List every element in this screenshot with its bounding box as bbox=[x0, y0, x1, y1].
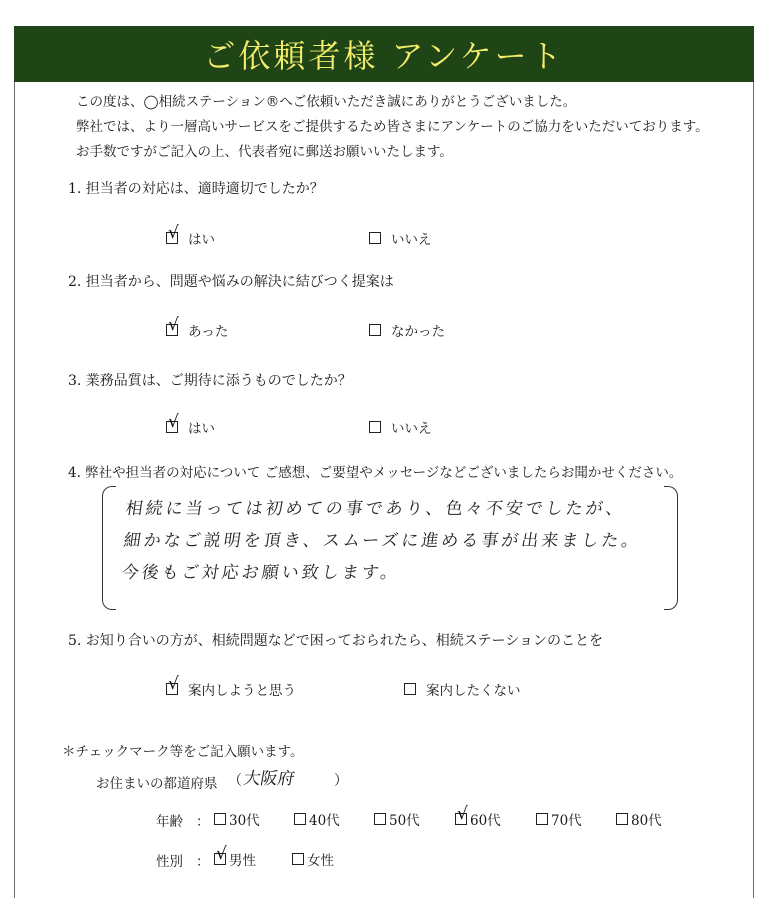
option-label: はい bbox=[188, 232, 215, 248]
left-bracket bbox=[102, 486, 116, 610]
option-label: 50代 bbox=[389, 813, 420, 829]
checkbox[interactable] bbox=[166, 315, 179, 336]
option-label: 60代 bbox=[470, 813, 501, 829]
option-label: 30代 bbox=[229, 813, 260, 829]
checkmark-note: ＊チェックマーク等をご記入願います。 bbox=[62, 744, 304, 760]
checkbox[interactable] bbox=[166, 223, 179, 244]
intro-line: お手数ですがご記入の上、代表者宛に郵送お願いいたします。 bbox=[76, 144, 453, 160]
gender-female[interactable] bbox=[292, 849, 334, 869]
gender-colon: ： bbox=[196, 854, 210, 870]
checkbox[interactable] bbox=[214, 813, 226, 825]
q2-option-no[interactable] bbox=[369, 320, 445, 340]
gender-label: 性別 bbox=[156, 854, 183, 870]
age-50s[interactable] bbox=[374, 809, 420, 829]
prefecture-close-paren: ） bbox=[334, 773, 348, 789]
intro-line: この度は、◯相続ステーション®へご依頼いただき誠にありがとうございました。 bbox=[76, 94, 577, 110]
check-mark-icon: √ bbox=[168, 674, 179, 694]
age-40s[interactable] bbox=[294, 809, 340, 829]
question-2: 2. 担当者から、問題や悩みの解決に結びつく提案は bbox=[68, 274, 394, 290]
checkbox[interactable] bbox=[369, 232, 381, 244]
checkbox[interactable] bbox=[214, 844, 227, 865]
checkbox[interactable] bbox=[374, 813, 386, 825]
q1-option-no[interactable] bbox=[369, 228, 432, 248]
option-label: 案内したくない bbox=[426, 683, 521, 699]
q5-option-yes[interactable] bbox=[166, 674, 296, 699]
checkbox[interactable] bbox=[455, 804, 468, 825]
age-70s[interactable] bbox=[536, 809, 582, 829]
option-label: 案内しようと思う bbox=[188, 683, 296, 699]
option-label: いいえ bbox=[391, 421, 432, 437]
check-mark-icon: √ bbox=[168, 223, 179, 243]
question-4: 4. 弊社や担当者の対応について ご感想、ご要望やメッセージなどございましたらお聞かせください。 bbox=[68, 465, 683, 481]
q2-option-yes[interactable] bbox=[166, 315, 229, 340]
question-1: 1. 担当者の対応は、適時適切でしたか？ bbox=[68, 181, 324, 197]
check-mark-icon: √ bbox=[457, 804, 468, 824]
q3-option-no[interactable] bbox=[369, 417, 432, 437]
prefecture-open-paren: （ bbox=[228, 773, 242, 789]
option-label: 男性 bbox=[229, 853, 256, 869]
title-banner bbox=[14, 26, 754, 82]
age-colon: ： bbox=[196, 814, 210, 830]
gender-male[interactable] bbox=[214, 844, 256, 869]
comment-line: 細かなご説明を頂き、スムーズに進める事が出来ました。 bbox=[122, 531, 643, 551]
option-label: はい bbox=[188, 421, 215, 437]
checkbox[interactable] bbox=[404, 683, 416, 695]
check-mark-icon: √ bbox=[168, 412, 179, 432]
prefecture-label: お住まいの都道府県 bbox=[96, 776, 218, 792]
option-label: あった bbox=[188, 324, 229, 340]
age-80s[interactable] bbox=[616, 809, 662, 829]
check-mark-icon: √ bbox=[168, 315, 179, 335]
option-label: 女性 bbox=[307, 853, 334, 869]
checkbox[interactable] bbox=[536, 813, 548, 825]
checkbox[interactable] bbox=[166, 674, 179, 695]
option-label: 70代 bbox=[551, 813, 582, 829]
age-30s[interactable] bbox=[214, 809, 260, 829]
checkbox[interactable] bbox=[292, 853, 304, 865]
question-5: 5. お知り合いの方が、相続問題などで困っておられたら、相続ステーションのことを bbox=[68, 633, 603, 649]
q1-option-yes[interactable] bbox=[166, 223, 215, 248]
question-3: 3. 業務品質は、ご期待に添うものでしたか？ bbox=[68, 373, 352, 389]
q5-option-no[interactable] bbox=[404, 679, 521, 699]
comment-line: 相続に当っては初めての事であり、色々不安でしたが、 bbox=[124, 499, 628, 519]
intro-text bbox=[76, 90, 736, 165]
option-label: 40代 bbox=[309, 813, 340, 829]
checkbox[interactable] bbox=[166, 412, 179, 433]
comment-line: 今後もご対応お願い致します。 bbox=[120, 563, 402, 583]
option-label: いいえ bbox=[391, 232, 432, 248]
age-label: 年齢 bbox=[156, 814, 183, 830]
check-mark-icon: √ bbox=[216, 844, 227, 864]
option-label: 80代 bbox=[631, 813, 662, 829]
checkbox[interactable] bbox=[616, 813, 628, 825]
option-label: なかった bbox=[391, 324, 445, 340]
age-60s[interactable] bbox=[455, 804, 501, 829]
page-title: ご依頼者様 アンケート bbox=[203, 37, 565, 75]
q3-option-yes[interactable] bbox=[166, 412, 215, 437]
checkbox[interactable] bbox=[369, 324, 381, 336]
comment-field[interactable] bbox=[102, 486, 678, 610]
prefecture-value[interactable]: 大阪府 bbox=[241, 769, 297, 789]
intro-line: 弊社では、より一層高いサービスをご提供するため皆さまにアンケートのご協力をいただいております。 bbox=[76, 119, 709, 135]
checkbox[interactable] bbox=[294, 813, 306, 825]
right-bracket bbox=[664, 486, 678, 610]
checkbox[interactable] bbox=[369, 421, 381, 433]
